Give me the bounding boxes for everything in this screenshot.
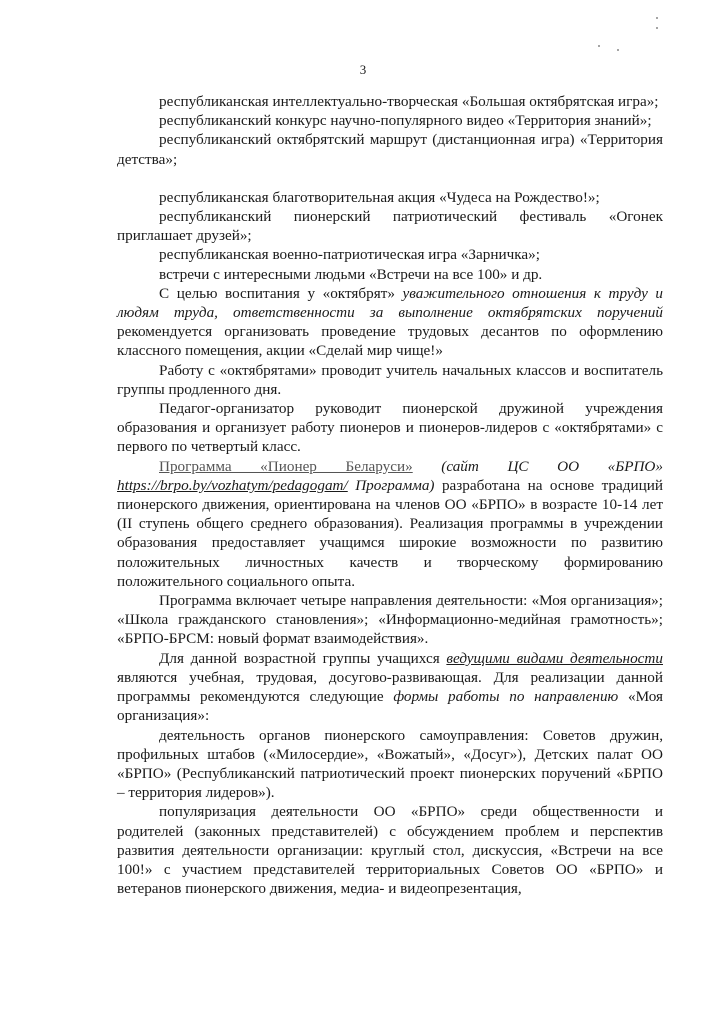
paragraph: популяризация деятельности ОО «БРПО» среди общественности и родителей (законных представителей) с обсуждением проблем и перспектив развития деятельности организации: круглый стол, дискуссия, «Встречи на все 100!» с участием представителей территориальных Советов ОО «БРПО» и ветеранов пионерского движения, медиа- и видеопрезентация, [117, 803, 663, 898]
paragraph [117, 284, 663, 361]
document-body [117, 92, 663, 898]
scan-speck [617, 49, 619, 51]
paragraph [117, 457, 663, 591]
scan-speck [656, 27, 658, 29]
scan-speck [656, 17, 658, 19]
text-run: «Моя организация»: [117, 688, 663, 725]
paragraph: республиканская благотворительная акция «Чудеса на Рождество!»; [159, 188, 600, 206]
italic-text: Программа) [347, 476, 435, 494]
paragraph: деятельность органов пионерского самоуправления: Советов дружин, профильных штабов («Милосердие», «Вожатый», «Досуг»), Детских палат ОО «БРПО» (Республиканский патриотический проект пионерских поручений «БРПО – территория лидеров»). [117, 726, 663, 802]
italic-emphasis: уважительного отношения к труду и людям труда, ответственности за выполнение октябрятских поручений [117, 284, 663, 322]
paragraph: республиканский октябрятский маршрут (дистанционная игра) «Территория детства»; [117, 131, 663, 168]
italic-emphasis: формы работы по направлению [393, 688, 619, 706]
paragraph: встречи с интересными людьми «Встречи на все 100» и др. [159, 265, 543, 283]
paragraph: республиканский пионерский патриотический фестиваль «Огонек приглашает друзей»; [117, 208, 663, 245]
italic-underlined-emphasis: ведущими видами деятельности [446, 649, 663, 667]
paragraph: республиканский конкурс научно-популярного видео «Территория знаний»; [159, 112, 652, 130]
italic-text: (сайт ЦС ОО «БРПО» [412, 457, 663, 475]
website-link[interactable]: https://brpo.by/vozhatym/pedagogam/ [117, 476, 348, 494]
text-run: С целью воспитания у «октябрят» [159, 284, 403, 302]
paragraph [117, 649, 663, 726]
text-run: являются учебная, трудовая, досугово-развивающая. Для реализации данной программы рекомендуются следующие [117, 668, 663, 706]
paragraph: Педагог-организатор руководит пионерской дружиной учреждения образования и организует работу пионеров и пионеров-лидеров с «октябрятами» с первого по четвертый класс. [117, 400, 663, 456]
paragraph: республиканская военно-патриотическая игра «Зарничка»; [159, 246, 540, 264]
paragraph: республиканская интеллектуально-творческая «Большая октябрятская игра»; [159, 93, 659, 110]
paragraph: Работу с «октябрятами» проводит учитель начальных классов и воспитатель группы продленного дня. [117, 361, 663, 398]
paragraph: Программа включает четыре направления деятельности: «Моя организация»; «Школа гражданского становления»; «Информационно-медийная грамотность»; «БРПО-БРСМ: новый формат взаимодействия». [117, 592, 663, 648]
scan-speck [598, 45, 600, 47]
page-number: 3 [359, 62, 367, 77]
text-run: рекомендуется организовать проведение трудовых десантов по оформлению классного помещения, акции «Сделай мир чище!» [117, 323, 663, 360]
program-title-underlined: Программа «Пионер Беларуси» [159, 457, 413, 475]
text-run: разработана на основе традиций пионерского движения, ориентирована на членов ОО «БРПО» в возрасте 10-14 лет (II ступень общего среднего образования). Реализация программы в учреждении образования предоставляет учащимся широкие возможности по развитию положительных личностных качеств и творческому формированию положительного социального опыта. [117, 476, 663, 590]
text-run: Для данной возрастной группы учащихся [159, 649, 447, 667]
